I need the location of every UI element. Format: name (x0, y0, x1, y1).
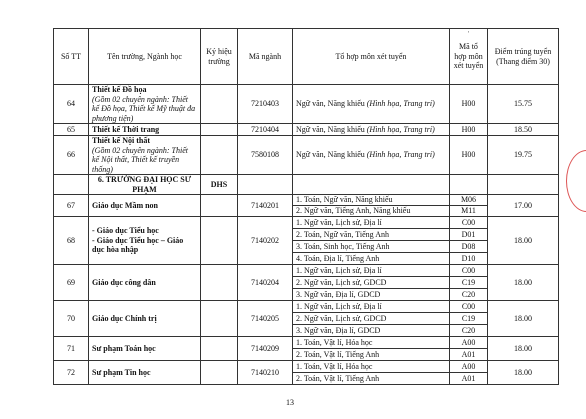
table-row (54, 195, 559, 206)
row-school-code (201, 265, 238, 301)
row-combo: 2. Ngữ văn, Lịch sử, GDCD (293, 277, 450, 289)
row-stt: 67 (54, 195, 89, 217)
table-row (54, 265, 559, 277)
header-combo-code: Mã tổ hợp môn xét tuyển (450, 29, 488, 85)
row-combo-note: (Hình họa, Trang trí) (366, 124, 435, 134)
row-combo: 2. Toán, Vật lí, Tiếng Anh (293, 373, 450, 385)
row-stt: 68 (54, 217, 89, 265)
table-header-row (54, 29, 559, 85)
row-combo: 1. Ngữ văn, Lịch sử, Địa lí (293, 301, 450, 313)
row-score: 18.50 (488, 124, 559, 136)
row-major-code: 7140201 (238, 195, 293, 217)
row-name-bold: Thiết kế Nội thất (92, 136, 150, 145)
row-major-code: 7210404 (238, 124, 293, 136)
row-stt: 70 (54, 301, 89, 337)
row-name (89, 217, 201, 265)
row-score: 18.00 (488, 361, 559, 385)
row-name: Thiết kế Thời trang (89, 124, 201, 136)
row-combo: 2. Ngữ văn, Lịch sử, GDCD (293, 313, 450, 325)
row-combo-code: M11 (450, 206, 488, 217)
row-name-detail: (Gồm 02 chuyên ngành: Thiết kế Nội thất, Thiết kế truyền thống) (92, 145, 188, 174)
row-stt: 71 (54, 337, 89, 361)
row-combo-code: A01 (450, 349, 488, 361)
row-stt: 64 (54, 85, 89, 124)
row-school-code (201, 195, 238, 217)
row-score: 19.75 (488, 136, 559, 175)
row-name: Giáo dục Chính trị (89, 301, 201, 337)
row-major-code: 7580108 (238, 136, 293, 175)
school-name: 6. TRƯỜNG ĐẠI HỌC SƯ PHẠM (89, 175, 201, 195)
row-combo-main: Ngữ văn, Năng khiếu (296, 150, 367, 160)
page-number: 13 (286, 398, 294, 407)
row-name: Sư phạm Toán học (89, 337, 201, 361)
row-combo: 3. Ngữ văn, Địa lí, GDCD (293, 325, 450, 337)
row-score: 18.00 (488, 217, 559, 265)
header-combo: Tổ hợp môn xét tuyển (293, 29, 450, 85)
row-combo-code: M06 (450, 195, 488, 206)
row-combo: 3. Ngữ văn, Địa lí, GDCD (293, 289, 450, 301)
row-combo: 2. Ngữ văn, Tiếng Anh, Năng khiếu (293, 206, 450, 217)
school-code: DHS (201, 175, 238, 195)
row-school-code (201, 337, 238, 361)
row-stt: 72 (54, 361, 89, 385)
row-combo-code: C19 (450, 313, 488, 325)
stamp-edge (566, 150, 586, 212)
row-name: Giáo dục Mầm non (89, 195, 201, 217)
row-major-code: 7140205 (238, 301, 293, 337)
header-school-code: Ký hiệu trường (201, 29, 238, 85)
header-stt: Số TT (54, 29, 89, 85)
row-combo-main: Ngữ văn, Năng khiếu (296, 99, 367, 109)
row-combo-code: A00 (450, 337, 488, 349)
row-score (488, 175, 559, 195)
row-combo-code: D08 (450, 241, 488, 253)
row-combo: 1. Toán, Vật lí, Hóa học (293, 337, 450, 349)
row-name-line2: - Giáo dục Tiểu học – Giáo dục hòa nhập (92, 235, 184, 255)
row-major-code: 7140210 (238, 361, 293, 385)
row-combo (293, 124, 450, 136)
row-school-code (201, 124, 238, 136)
table-row (54, 301, 559, 313)
row-name (89, 85, 201, 124)
header-major-code: Mã ngành (238, 29, 293, 85)
header-name: Tên trường, Ngành học (89, 29, 201, 85)
row-combo: 1. Toán, Vật lí, Hóa học (293, 361, 450, 373)
table-row (54, 361, 559, 373)
row-combo (293, 85, 450, 124)
row-combo (293, 175, 450, 195)
table-row (54, 217, 559, 229)
row-combo: 1. Toán, Ngữ văn, Năng khiếu (293, 195, 450, 206)
row-score: 15.75 (488, 85, 559, 124)
row-major-code: 7140209 (238, 337, 293, 361)
header-score: Điểm trúng tuyển (Thang điểm 30) (488, 29, 559, 85)
row-name (89, 136, 201, 175)
row-combo-code (450, 175, 488, 195)
admission-scores-table (53, 28, 559, 385)
table-row (54, 337, 559, 349)
row-combo-code: C20 (450, 325, 488, 337)
row-combo-code: D01 (450, 229, 488, 241)
row-major-code: 7210403 (238, 85, 293, 124)
row-school-code (201, 217, 238, 265)
row-combo-code: A00 (450, 361, 488, 373)
table-row (54, 136, 559, 175)
row-major-code (238, 175, 293, 195)
table-row (54, 124, 559, 136)
row-combo: 1. Ngữ văn, Lịch sử, Địa lí (293, 217, 450, 229)
row-name: Giáo dục công dân (89, 265, 201, 301)
row-combo: 3. Toán, Sinh học, Tiếng Anh (293, 241, 450, 253)
row-major-code: 7140204 (238, 265, 293, 301)
row-score: 18.00 (488, 265, 559, 301)
row-combo (293, 136, 450, 175)
row-combo: 2. Toán, Ngữ văn, Tiếng Anh (293, 229, 450, 241)
row-stt (54, 175, 89, 195)
row-school-code (201, 361, 238, 385)
row-stt: 65 (54, 124, 89, 136)
row-combo: 4. Toán, Địa lí, Tiếng Anh (293, 253, 450, 265)
row-combo: 2. Toán, Vật lí, Tiếng Anh (293, 349, 450, 361)
row-school-code (201, 301, 238, 337)
row-combo-code: A01 (450, 373, 488, 385)
row-score: 18.00 (488, 337, 559, 361)
row-score: 18.00 (488, 301, 559, 337)
row-name-detail: (Gồm 02 chuyên ngành: Thiết kế Đồ họa, Thiết kế Mỹ thuật đa phương tiện) (92, 94, 196, 123)
row-combo-code: C00 (450, 301, 488, 313)
margin-mark: ˈ (467, 30, 470, 39)
row-name-bold: Thiết kế Đồ họa (92, 85, 147, 94)
table-row (54, 85, 559, 124)
row-combo-note: (Hình họa, Trang trí) (366, 150, 435, 160)
row-stt: 69 (54, 265, 89, 301)
row-combo-code: H00 (450, 85, 488, 124)
row-combo-code: C00 (450, 217, 488, 229)
row-name: Sư phạm Tin học (89, 361, 201, 385)
row-name-line1: - Giáo dục Tiểu học (92, 226, 159, 236)
row-combo-note: (Hình họa, Trang trí) (366, 99, 435, 109)
row-combo-code: C00 (450, 265, 488, 277)
row-combo-code: H00 (450, 136, 488, 175)
row-combo-main: Ngữ văn, Năng khiếu (296, 124, 367, 134)
row-combo-code: C20 (450, 289, 488, 301)
row-combo-code: C19 (450, 277, 488, 289)
row-stt: 66 (54, 136, 89, 175)
row-combo-code: D10 (450, 253, 488, 265)
row-major-code: 7140202 (238, 217, 293, 265)
row-school-code (201, 85, 238, 124)
row-combo: 1. Ngữ văn, Lịch sử, Địa lí (293, 265, 450, 277)
row-combo-code: H00 (450, 124, 488, 136)
school-section-row (54, 175, 559, 195)
row-score: 17.00 (488, 195, 559, 217)
row-school-code (201, 136, 238, 175)
